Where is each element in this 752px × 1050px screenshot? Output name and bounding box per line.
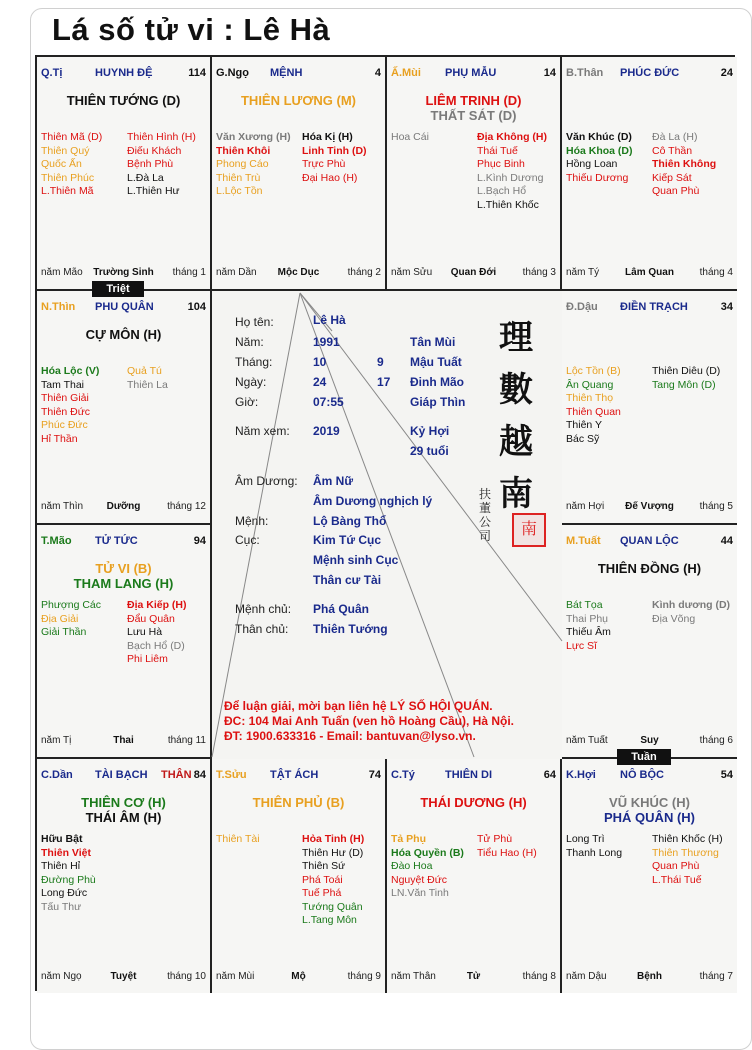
palace-year: năm Tị bbox=[41, 735, 72, 746]
minor-star: Thiên Khốc (H) bbox=[652, 833, 723, 845]
palace-name: MỆNH bbox=[270, 67, 303, 79]
palace-branch: Q.Tị bbox=[41, 67, 63, 79]
minor-star: Phượng Các bbox=[41, 599, 102, 611]
info-menh-label: Mệnh: bbox=[235, 514, 269, 528]
minor-stars-left bbox=[41, 833, 96, 914]
minor-star: Tả Phụ bbox=[391, 833, 427, 845]
palace-cell bbox=[37, 525, 212, 759]
minor-star: Thái Tuế bbox=[477, 144, 518, 157]
info-yinyang-note: Âm Dương nghịch lý bbox=[313, 494, 433, 508]
palace-footer bbox=[566, 971, 733, 983]
palace-month: tháng 9 bbox=[347, 971, 381, 982]
minor-star: Kình dương (D) bbox=[652, 599, 731, 611]
main-stars bbox=[37, 327, 210, 342]
palace-month: tháng 10 bbox=[167, 971, 206, 982]
minor-star: Đà La (H) bbox=[652, 131, 698, 143]
minor-star: Tiểu Hao (H) bbox=[477, 846, 537, 859]
minor-star: Thiên Diêu (D) bbox=[652, 365, 721, 377]
palace-month: tháng 5 bbox=[699, 501, 733, 512]
info-view-year: 2019 bbox=[313, 424, 340, 438]
minor-stars-right bbox=[127, 131, 196, 199]
palace-month: tháng 11 bbox=[167, 735, 206, 746]
palace-stage: Lâm Quan bbox=[625, 267, 674, 278]
palace-year: năm Thìn bbox=[41, 501, 84, 512]
main-star: THÁI ÂM (H) bbox=[85, 810, 162, 825]
main-star: PHÁ QUÂN (H) bbox=[604, 810, 695, 825]
minor-star: Cô Thần bbox=[652, 144, 693, 157]
minor-star: L.Thiên Mã bbox=[41, 185, 94, 197]
palace-header bbox=[391, 769, 556, 783]
seal-small-text: 扶董公司 bbox=[479, 487, 492, 543]
info-menh: Lộ Bàng Thổ bbox=[313, 514, 387, 528]
minor-stars-left bbox=[566, 131, 633, 185]
minor-star: Hữu Bật bbox=[41, 833, 83, 845]
palace-name: NÔ BỘC bbox=[620, 769, 664, 781]
minor-star: Thiên Thương bbox=[652, 846, 719, 859]
minor-star: Thiên Quan bbox=[566, 405, 621, 418]
minor-star: Hóa Quyền (B) bbox=[391, 846, 464, 859]
main-star: THIÊN PHỦ (B) bbox=[252, 795, 345, 810]
palace-footer bbox=[41, 735, 206, 747]
minor-star: LN.Văn Tinh bbox=[391, 887, 449, 899]
palace-header bbox=[41, 301, 206, 315]
info-than-chu: Thiên Tướng bbox=[313, 622, 388, 636]
info-year-label: Năm: bbox=[235, 335, 264, 349]
palace-stage: Tuyệt bbox=[110, 971, 137, 982]
palace-month: tháng 3 bbox=[522, 267, 556, 278]
palace-month: tháng 4 bbox=[699, 267, 733, 278]
info-view-year-canchi: Kỷ Hợi bbox=[410, 424, 450, 438]
minor-star: Giải Thần bbox=[41, 626, 87, 638]
palace-cell bbox=[562, 759, 737, 993]
info-age: 29 tuổi bbox=[410, 444, 449, 458]
palace-branch: Ấ.Mùi bbox=[391, 67, 421, 79]
info-cuc-note1: Mệnh sinh Cục bbox=[313, 553, 399, 567]
palace-name: HUYNH ĐỆ bbox=[95, 67, 153, 79]
palace-stage: Bệnh bbox=[637, 971, 662, 982]
minor-star: Thiếu Âm bbox=[566, 626, 611, 638]
main-stars bbox=[387, 795, 560, 810]
minor-stars-left bbox=[216, 131, 291, 199]
minor-star: Quan Phù bbox=[652, 860, 700, 872]
info-yinyang-label: Âm Dương: bbox=[235, 474, 298, 488]
palace-name: TỬ TỨC bbox=[95, 535, 138, 547]
minor-star: Thiên Giải bbox=[41, 392, 89, 404]
info-month: 10 bbox=[313, 355, 327, 369]
palace-month: tháng 7 bbox=[699, 971, 733, 982]
palace-branch: G.Ngọ bbox=[216, 67, 249, 79]
info-day: 24 bbox=[313, 375, 327, 389]
info-year: 1991 bbox=[313, 335, 340, 349]
palace-branch: K.Hợi bbox=[566, 769, 596, 781]
palace-year: năm Thân bbox=[391, 971, 436, 982]
main-star: VŨ KHÚC (H) bbox=[609, 795, 690, 810]
minor-star: Quả Tú bbox=[127, 365, 162, 377]
palace-cell bbox=[37, 57, 212, 291]
minor-star: Đường Phù bbox=[41, 873, 96, 886]
minor-star: Phong Cáo bbox=[216, 158, 269, 170]
minor-star: Tướng Quân bbox=[302, 900, 363, 913]
minor-star: Thiên Quý bbox=[41, 144, 90, 157]
minor-star: Nguyệt Đức bbox=[391, 873, 448, 886]
palace-year: năm Tuất bbox=[566, 735, 608, 746]
palace-number: 24 bbox=[720, 67, 733, 79]
minor-star: Hoa Cái bbox=[391, 131, 429, 143]
palace-footer bbox=[566, 735, 733, 747]
minor-star: Bệnh Phù bbox=[127, 158, 174, 170]
minor-star: Thiếu Dương bbox=[566, 171, 629, 184]
palace-cell bbox=[562, 525, 737, 759]
info-menh-chu: Phá Quân bbox=[313, 602, 370, 616]
info-hour: 07:55 bbox=[313, 395, 344, 409]
minor-stars-right bbox=[477, 131, 547, 212]
minor-star: Thai Phụ bbox=[566, 612, 609, 625]
triet-marker: Triệt bbox=[92, 281, 144, 297]
info-view-year-label: Năm xem: bbox=[235, 424, 290, 438]
minor-star: Phục Binh bbox=[477, 158, 525, 170]
minor-star: Kiếp Sát bbox=[652, 171, 692, 184]
minor-star: L.Thái Tuế bbox=[652, 873, 702, 886]
minor-star: Thiên Hư (D) bbox=[302, 846, 364, 859]
minor-star: Quan Phù bbox=[652, 185, 700, 197]
palace-year: năm Hợi bbox=[566, 501, 605, 512]
palace-number: 74 bbox=[368, 769, 381, 781]
palace-branch: C.Dần bbox=[41, 769, 73, 781]
palace-cell bbox=[562, 291, 737, 525]
minor-star: Lộc Tồn (B) bbox=[566, 365, 621, 377]
minor-star: Hồng Loan bbox=[566, 158, 618, 170]
minor-stars-left bbox=[41, 599, 101, 640]
palace-footer bbox=[391, 971, 556, 983]
palace-footer bbox=[41, 971, 206, 983]
info-month-label: Tháng: bbox=[235, 355, 273, 369]
minor-stars-right bbox=[302, 833, 364, 928]
minor-star: Bác Sỹ bbox=[566, 432, 600, 445]
palace-footer bbox=[566, 267, 733, 279]
palace-stage: Dưỡng bbox=[106, 501, 141, 512]
center-info-panel bbox=[212, 291, 562, 759]
minor-star: Thiên Không bbox=[652, 158, 717, 170]
minor-star: Địa Không (H) bbox=[477, 131, 547, 143]
palace-number: 54 bbox=[720, 769, 733, 781]
main-star: THAM LANG (H) bbox=[73, 576, 174, 591]
palace-stage: Mộc Dục bbox=[277, 267, 320, 278]
contact-line-3: ĐT: 1900.633316 - Email: bantuvan@lyso.vn. bbox=[224, 729, 476, 743]
minor-star: Thiên Việt bbox=[41, 846, 91, 859]
minor-star: Phi Liêm bbox=[127, 653, 168, 665]
main-stars bbox=[387, 93, 560, 123]
palace-name: PHU QUÂN bbox=[95, 301, 154, 313]
page-title: Lá số tử vi : Lê Hà bbox=[52, 12, 331, 47]
minor-star: Lực Sĩ bbox=[566, 639, 597, 652]
minor-star: Thiên Mã (D) bbox=[41, 131, 103, 143]
minor-star: L.Tang Môn bbox=[302, 914, 357, 926]
info-hour-label: Giờ: bbox=[235, 395, 259, 409]
palace-name: PHÚC ĐỨC bbox=[620, 67, 680, 79]
red-stamp: 南 bbox=[512, 513, 546, 547]
minor-star: Long Trì bbox=[566, 833, 605, 845]
palace-number: 114 bbox=[188, 67, 206, 79]
palace-number: 34 bbox=[720, 301, 733, 313]
main-star: TỬ VI (B) bbox=[95, 561, 152, 576]
palace-name: TẬT ÁCH bbox=[270, 769, 319, 781]
palace-month: tháng 8 bbox=[522, 971, 556, 982]
contact-line-1: Để luận giải, mời bạn liên hệ LÝ SỐ HỘI QUÁN. bbox=[224, 699, 493, 713]
palace-cell bbox=[387, 57, 562, 291]
palace-year: năm Sửu bbox=[391, 267, 433, 278]
seal-char-1: 理 bbox=[499, 318, 533, 358]
minor-stars-right bbox=[477, 833, 537, 860]
minor-star: Trực Phù bbox=[302, 158, 346, 170]
minor-star: Quốc Ấn bbox=[41, 158, 82, 170]
minor-star: Phá Toái bbox=[302, 873, 343, 886]
minor-star: Thiên Đức bbox=[41, 405, 91, 418]
minor-star: Điếu Khách bbox=[127, 144, 182, 157]
minor-stars-right bbox=[652, 599, 730, 626]
palace-header bbox=[41, 535, 206, 549]
info-menh-chu-label: Mệnh chủ: bbox=[235, 602, 292, 616]
minor-star: Phúc Đức bbox=[41, 419, 88, 431]
palace-year: năm Mùi bbox=[216, 971, 255, 982]
palace-footer bbox=[41, 501, 206, 513]
minor-stars-left bbox=[566, 599, 611, 653]
minor-stars-left bbox=[391, 131, 429, 145]
palace-name: THIÊN DI bbox=[445, 769, 493, 781]
minor-stars-left bbox=[566, 365, 621, 446]
palace-year: năm Dậu bbox=[566, 971, 607, 982]
palace-header bbox=[216, 769, 381, 783]
minor-star: Văn Xương (H) bbox=[216, 131, 291, 143]
minor-star: Địa Kiếp (H) bbox=[127, 599, 187, 611]
palace-number: 94 bbox=[193, 535, 206, 547]
info-cuc-note2: Thân cư Tài bbox=[313, 573, 382, 587]
minor-stars-left bbox=[216, 833, 260, 847]
info-month-canchi: Mậu Tuất bbox=[410, 355, 462, 369]
palace-stage: Thai bbox=[113, 735, 134, 746]
palace-number: 64 bbox=[543, 769, 556, 781]
minor-star: L.Thiên Khốc bbox=[477, 198, 539, 211]
palace-header bbox=[566, 535, 733, 549]
palace-month: tháng 6 bbox=[699, 735, 733, 746]
info-day-canchi: Đinh Mão bbox=[410, 375, 464, 389]
minor-star: Thanh Long bbox=[566, 846, 623, 859]
minor-star: Thiên Y bbox=[566, 419, 602, 431]
minor-star: L.Bạch Hổ bbox=[477, 185, 527, 197]
palace-number: 4 bbox=[374, 67, 381, 79]
main-star: THẤT SÁT (D) bbox=[430, 108, 517, 123]
main-stars bbox=[212, 93, 385, 108]
palace-header bbox=[566, 301, 733, 315]
seal-char-3: 越 bbox=[499, 422, 533, 462]
minor-star: Địa Võng bbox=[652, 612, 696, 625]
info-day-lunar: 17 bbox=[377, 375, 391, 389]
main-stars bbox=[37, 93, 210, 108]
palace-branch: T.Sửu bbox=[216, 769, 247, 781]
minor-stars-right bbox=[652, 365, 720, 392]
than-marker: THÂN bbox=[161, 769, 192, 781]
main-stars bbox=[562, 561, 737, 576]
palace-header bbox=[216, 67, 381, 81]
palace-header bbox=[566, 67, 733, 81]
minor-star: Thiên Phúc bbox=[41, 171, 95, 184]
palace-header bbox=[566, 769, 733, 783]
main-stars bbox=[212, 795, 385, 810]
palace-stage: Trường Sinh bbox=[93, 267, 154, 278]
minor-star: Đại Hao (H) bbox=[302, 171, 358, 184]
palace-footer bbox=[41, 267, 206, 279]
minor-star: Bát Tọa bbox=[566, 599, 603, 611]
palace-cell bbox=[37, 291, 212, 525]
minor-star: L.Đà La bbox=[127, 171, 164, 184]
minor-star: Đào Hoa bbox=[391, 860, 433, 872]
minor-star: Thiên Tài bbox=[216, 833, 260, 845]
minor-star: Lưu Hà bbox=[127, 626, 163, 638]
minor-star: Tang Môn (D) bbox=[652, 378, 716, 391]
palace-branch: B.Thân bbox=[566, 67, 604, 79]
minor-stars-right bbox=[127, 599, 187, 667]
palace-branch: M.Tuất bbox=[566, 535, 601, 547]
minor-star: Hóa Kị (H) bbox=[302, 131, 353, 143]
palace-number: 104 bbox=[187, 301, 206, 313]
minor-stars-right bbox=[302, 131, 367, 185]
contact-line-2: ĐC: 104 Mai Anh Tuấn (ven hồ Hoàng Cầu), Hà Nội. bbox=[224, 714, 515, 728]
minor-star: Hóa Khoa (D) bbox=[566, 144, 633, 157]
minor-star: Hỏa Tinh (H) bbox=[302, 833, 365, 845]
palace-name: TÀI BẠCH bbox=[95, 769, 148, 781]
seal-char-2: 數 bbox=[499, 370, 533, 410]
minor-star: Địa Giải bbox=[41, 612, 79, 625]
minor-star: Thiên Hình (H) bbox=[127, 131, 196, 143]
palace-year: năm Mão bbox=[41, 267, 83, 278]
minor-star: L.Kình Dương bbox=[477, 171, 544, 184]
info-name-label: Họ tên: bbox=[235, 315, 274, 329]
palace-month: tháng 2 bbox=[347, 267, 381, 278]
minor-star: Tuế Phá bbox=[302, 887, 342, 899]
minor-star: Tử Phù bbox=[477, 833, 513, 845]
info-year-canchi: Tân Mùi bbox=[410, 335, 456, 349]
main-star: THIÊN LƯƠNG (M) bbox=[240, 93, 357, 108]
minor-star: Ân Quang bbox=[566, 378, 614, 391]
palace-cell bbox=[37, 759, 212, 993]
palace-stage: Đế Vượng bbox=[625, 501, 674, 512]
main-star: CỰ MÔN (H) bbox=[85, 327, 162, 342]
palace-footer bbox=[216, 971, 381, 983]
info-cuc-label: Cục: bbox=[235, 533, 260, 547]
palace-stage: Mộ bbox=[291, 971, 306, 982]
minor-star: Tam Thai bbox=[41, 378, 84, 391]
minor-stars-right bbox=[652, 131, 716, 199]
minor-star: Văn Khúc (D) bbox=[566, 131, 632, 143]
palace-stage: Suy bbox=[640, 735, 659, 746]
tu-vi-chart bbox=[35, 55, 735, 991]
palace-cell bbox=[387, 759, 562, 993]
palace-number: 14 bbox=[543, 67, 556, 79]
minor-star: Bạch Hổ (D) bbox=[127, 639, 185, 652]
minor-stars-left bbox=[566, 833, 622, 860]
palace-branch: N.Thìn bbox=[41, 301, 76, 313]
palace-header bbox=[391, 67, 556, 81]
minor-star: Hỉ Thần bbox=[41, 432, 78, 445]
minor-stars-left bbox=[41, 365, 99, 446]
info-month-lunar: 9 bbox=[377, 355, 384, 369]
minor-stars-left bbox=[41, 131, 102, 199]
main-star: LIÊM TRINH (D) bbox=[425, 93, 522, 108]
palace-cell bbox=[212, 57, 387, 291]
info-hour-canchi: Giáp Thìn bbox=[410, 395, 466, 409]
palace-stage: Tử bbox=[466, 971, 481, 982]
palace-branch: Đ.Dậu bbox=[566, 301, 598, 313]
palace-stage: Quan Đới bbox=[450, 267, 497, 278]
palace-footer bbox=[216, 267, 381, 279]
palace-year: năm Ngọ bbox=[41, 971, 82, 982]
minor-star: Thiên Thọ bbox=[566, 392, 614, 404]
minor-star: Linh Tinh (D) bbox=[302, 144, 367, 157]
minor-stars-left bbox=[391, 833, 464, 901]
info-cuc: Kim Tứ Cục bbox=[313, 533, 382, 547]
main-stars bbox=[562, 795, 737, 825]
main-star: THÁI DƯƠNG (H) bbox=[420, 795, 527, 810]
palace-header bbox=[41, 67, 206, 81]
palace-cell bbox=[562, 57, 737, 291]
palace-cell bbox=[212, 759, 387, 993]
info-than-chu-label: Thân chủ: bbox=[235, 622, 289, 636]
minor-star: L.Thiên Hư bbox=[127, 185, 180, 197]
palace-year: năm Dần bbox=[216, 267, 257, 278]
info-day-label: Ngày: bbox=[235, 375, 267, 389]
palace-name: PHỤ MẪU bbox=[445, 67, 497, 79]
tuan-marker: Tuần bbox=[617, 749, 671, 765]
minor-star: Thiên Hỉ bbox=[41, 860, 81, 872]
palace-month: tháng 1 bbox=[172, 267, 206, 278]
minor-star: L.Lộc Tồn bbox=[216, 185, 263, 197]
main-star: THIÊN ĐỒNG (H) bbox=[597, 561, 702, 576]
palace-name: QUAN LỘC bbox=[620, 535, 679, 547]
palace-year: năm Tý bbox=[566, 267, 600, 278]
palace-number: 44 bbox=[720, 535, 733, 547]
minor-star: Thiên Khôi bbox=[216, 144, 271, 157]
minor-star: Hóa Lộc (V) bbox=[41, 365, 100, 377]
minor-star: Long Đức bbox=[41, 887, 88, 899]
info-yinyang: Âm Nữ bbox=[313, 474, 354, 488]
palace-name: ĐIỀN TRẠCH bbox=[620, 301, 688, 313]
palace-header bbox=[41, 769, 206, 783]
palace-number: 84 bbox=[193, 769, 206, 781]
main-star: THIÊN CƠ (H) bbox=[81, 795, 166, 810]
palace-footer bbox=[391, 267, 556, 279]
minor-star: Đẩu Quân bbox=[127, 612, 175, 625]
info-name: Lê Hà bbox=[313, 313, 346, 327]
minor-stars-right bbox=[127, 365, 168, 392]
minor-star: Tấu Thư bbox=[41, 900, 82, 913]
palace-branch: T.Mão bbox=[41, 535, 72, 547]
palace-footer bbox=[566, 501, 733, 513]
main-stars bbox=[37, 561, 210, 591]
minor-stars-right bbox=[652, 833, 723, 887]
palace-month: tháng 12 bbox=[167, 501, 206, 512]
minor-star: Thiên Trù bbox=[216, 171, 261, 184]
seal-char-4: 南 bbox=[499, 474, 533, 514]
minor-star: Thiên La bbox=[127, 378, 168, 391]
palace-branch: C.Tý bbox=[391, 769, 415, 781]
main-star: THIÊN TƯỚNG (D) bbox=[66, 93, 181, 108]
main-stars bbox=[37, 795, 210, 825]
minor-star: Thiên Sứ bbox=[302, 860, 346, 872]
